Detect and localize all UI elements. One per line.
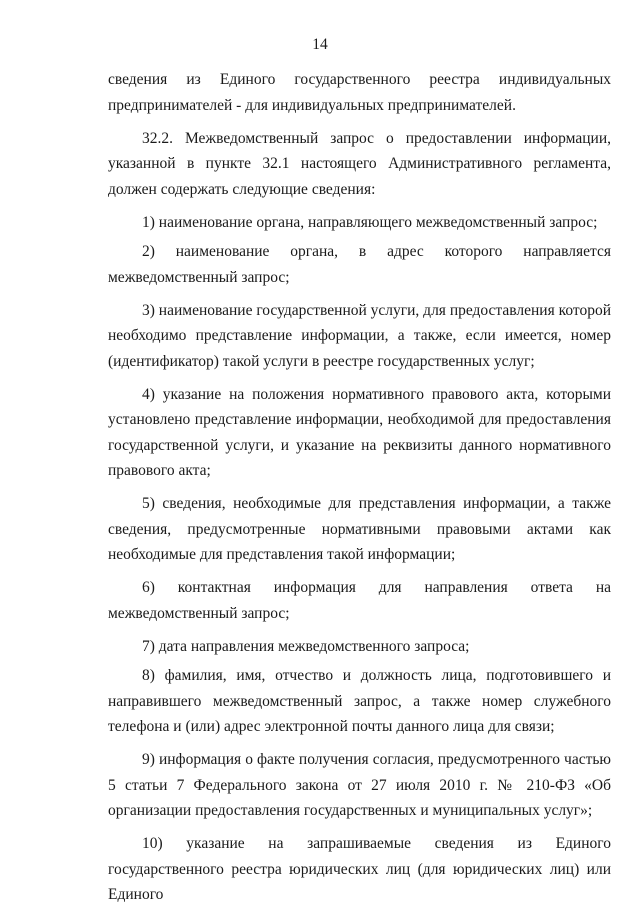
list-item-9: 9) информация о факте получения согласия, предусмотренного частью 5 статьи 7 Федерального закона от 27 июля 2010 г. № 210-ФЗ «Об организации предоставления государственных и муниципальных услуг»; [108, 751, 611, 819]
list-item-10: 10) указание на запрашиваемые сведения из Единого государственного реестра юридических лиц (для юридических лиц) или Единого [108, 835, 611, 903]
list-item-7: 7) дата направления межведомственного запроса; [142, 637, 470, 655]
list-item-5: 5) сведения, необходимые для представления информации, а также сведения, предусмотренные нормативными правовыми актами как необходимые для представления такой информации; [108, 495, 611, 563]
paragraph-continuation: сведения из Единого государственного реестра индивидуальных предпринимателей - для индивидуальных предпринимателей. [108, 71, 611, 114]
list-item-4: 4) указание на положения нормативного правового акта, которыми установлено представление информации, необходимой для предоставления государственной услуги, и указание на реквизиты данного нормативного правового акта; [108, 385, 611, 479]
list-item-8: 8) фамилия, имя, отчество и должность лица, подготовившего и направившего межведомственный запрос, а также номер служебного телефона и (или) адрес электронной почты данного лица для связи; [108, 667, 611, 735]
list-item-1: 1) наименование органа, направляющего межведомственный запрос; [142, 213, 598, 231]
page-number: 14 [312, 36, 328, 53]
paragraph-32-2: 32.2. Межведомственный запрос о предоставлении информации, указанной в пункте 32.1 настоящего Административного регламента, должен содержать следующие сведения: [108, 129, 611, 198]
list-item-6: 6) контактная информация для направления ответа на межведомственный запрос; [108, 579, 611, 622]
list-item-2: 2) наименование органа, в адрес которого направляется межведомственный запрос; [108, 243, 611, 286]
list-item-3: 3) наименование государственной услуги, для предоставления которой необходимо представление информации, а также, если имеется, номер (идентификатор) такой услуги в реестре государственных услуг; [108, 301, 612, 370]
document-body [108, 67, 611, 915]
